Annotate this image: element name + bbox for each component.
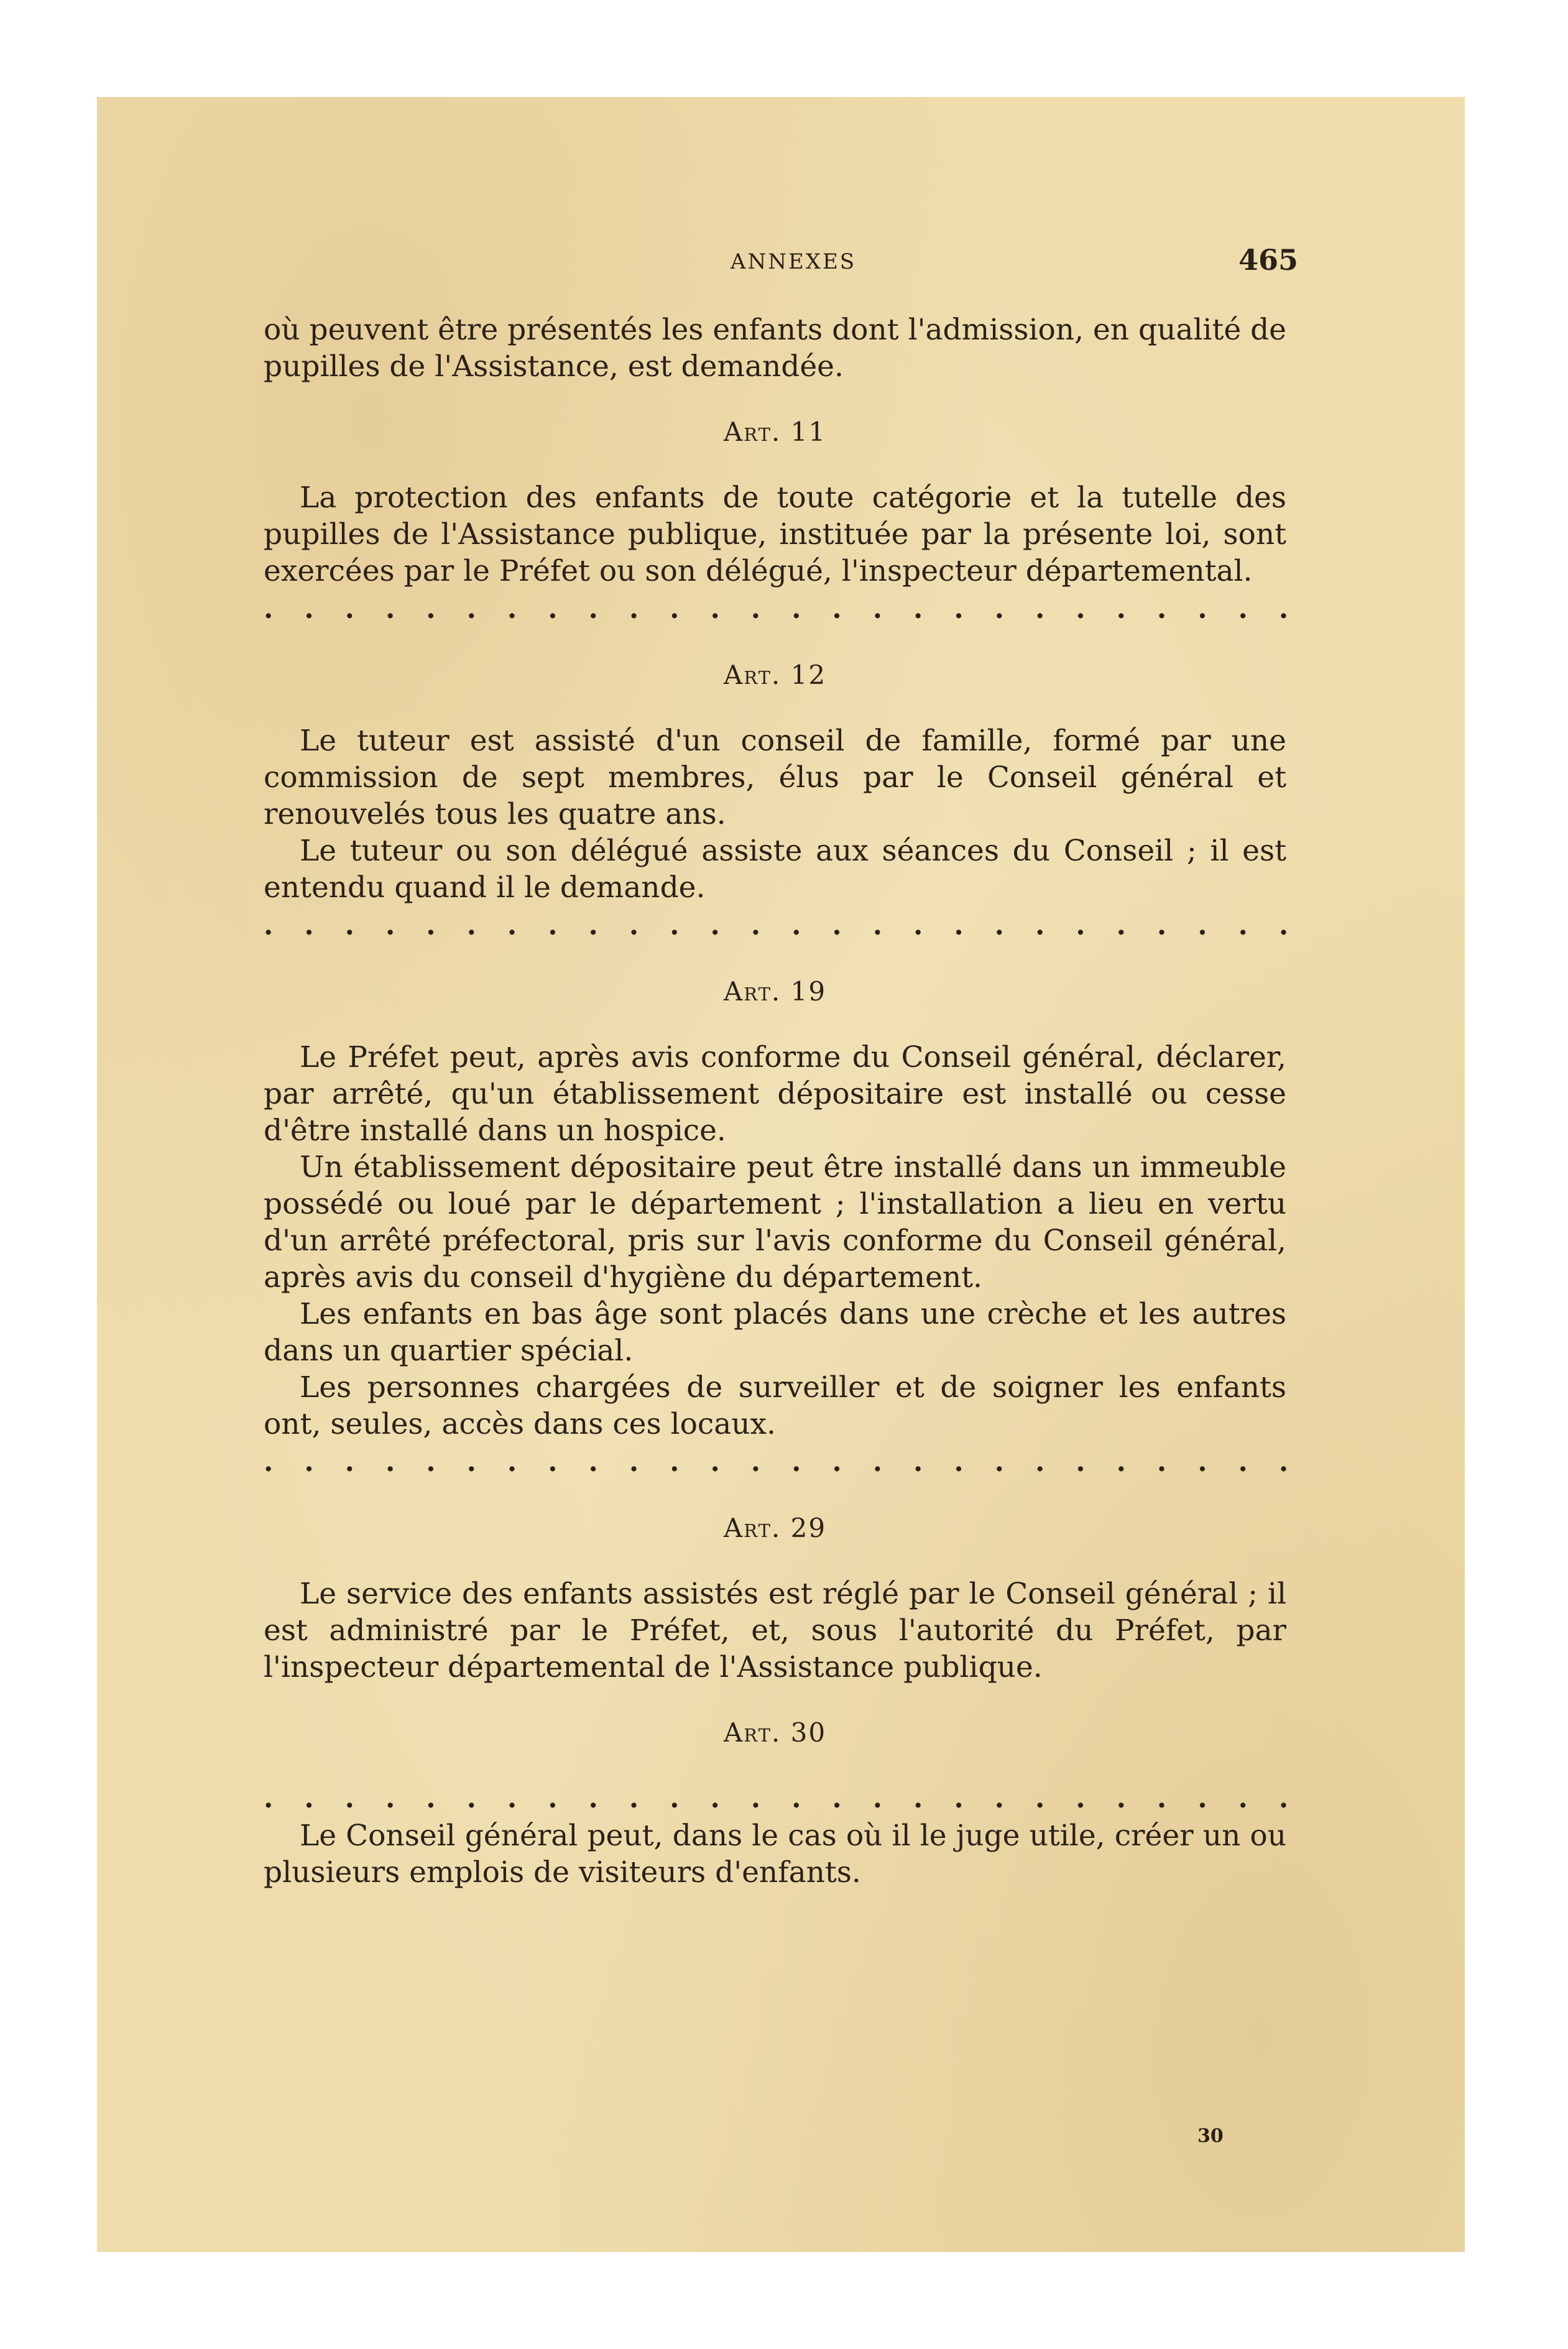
article-heading-29	[264, 1510, 1286, 1547]
running-title: ANNEXES	[730, 249, 857, 274]
article-paragraph: Les personnes chargées de surveiller et de soigner les enfants ont, seules, accès dans ces locaux.	[264, 1370, 1286, 1441]
text-block	[264, 312, 1289, 1891]
article-paragraph: Le Préfet peut, après avis conforme du Conseil général, déclarer, par arrêté, qu'un établissement dépositaire est installé ou cesse d'être installé dans un hospice.	[264, 1040, 1286, 1148]
article-paragraph: Le service des enfants assistés est réglé par le Conseil général ; il est administré par le Préfet, et, sous l'autorité du Préfet, par l'inspecteur départemental de l'Assistance publique.	[264, 1577, 1286, 1684]
article-paragraph: Le tuteur ou son délégué assiste aux séances du Conseil ; il est entendu quand il le demande.	[264, 834, 1286, 905]
running-head	[97, 243, 1465, 280]
article-heading-19	[264, 973, 1286, 1010]
signature-mark: 30	[1197, 2125, 1224, 2147]
article-heading-text: Art. 19	[723, 976, 827, 1007]
article-paragraph: Le Conseil général peut, dans le cas où il le juge utile, créer un ou plusieurs emplois de visiteurs d'enfants.	[264, 1819, 1286, 1890]
article-paragraph: Un établissement dépositaire peut être installé dans un immeuble possédé ou loué par le département ; l'installation a lieu en vertu d'un arrêté préfectoral, pris sur l'avis conforme du Conseil général, après avis du conseil d'hygiène du département.	[264, 1150, 1286, 1294]
ellipsis-line: . . . . . . . . . . . . . . . . . . . . . . . . . .	[264, 1446, 1289, 1478]
article-heading-11	[264, 413, 1286, 451]
article-heading-text: Art. 29	[723, 1513, 827, 1543]
article-heading-text: Art. 30	[723, 1717, 827, 1748]
article-paragraph: Les enfants en bas âge sont placés dans une crèche et les autres dans un quartier spécial.	[264, 1297, 1286, 1368]
article-heading-text: Art. 12	[723, 660, 827, 690]
ellipsis-line: . . . . . . . . . . . . . . . . . . . . . . . . . .	[264, 1783, 1289, 1814]
ellipsis-line: . . . . . . . . . . . . . . . . . . . . . . . . . .	[264, 910, 1289, 941]
ellipsis-line: . . . . . . . . . . . . . . . . . . . . . . . . . .	[264, 593, 1289, 625]
book-page	[97, 97, 1465, 2252]
article-heading-12	[264, 657, 1286, 694]
page-number: 465	[1238, 243, 1298, 277]
article-paragraph: Le tuteur est assisté d'un conseil de famille, formé par une commission de sept membres, élus par le Conseil général et renouvelés tous les quatre ans.	[264, 724, 1286, 831]
opening-paragraph: où peuvent être présentés les enfants dont l'admission, en qualité de pupilles de l'Assistance, est demandée.	[264, 313, 1286, 384]
article-heading-30	[264, 1714, 1286, 1751]
article-paragraph: La protection des enfants de toute catégorie et la tutelle des pupilles de l'Assistance publique, instituée par la présente loi, sont exercées par le Préfet ou son délégué, l'inspecteur départemental.	[264, 481, 1286, 588]
article-heading-text: Art. 11	[723, 417, 827, 447]
